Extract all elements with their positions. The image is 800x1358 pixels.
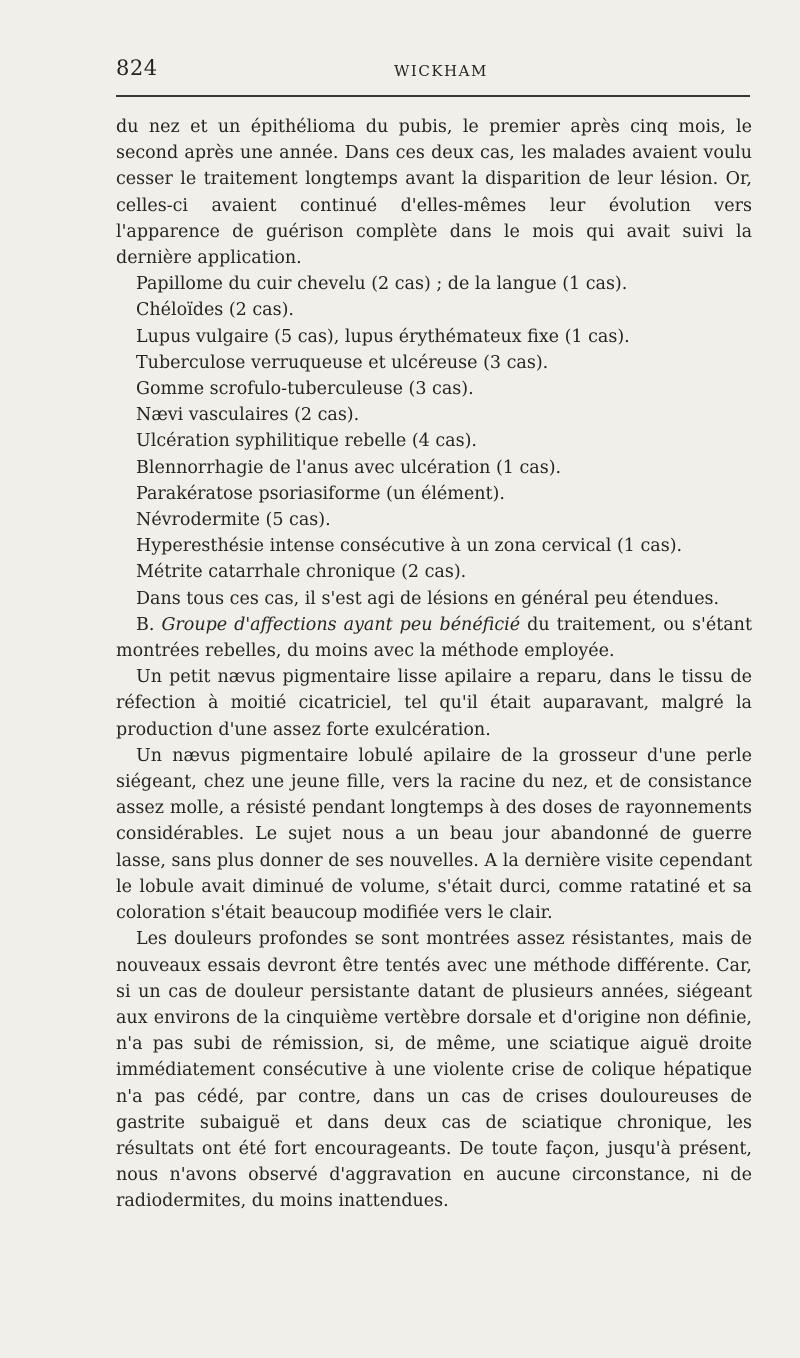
- case-list-item: Lupus vulgaire (5 cas), lupus érythémateux fixe (1 cas).: [136, 326, 630, 347]
- case-list-item: Tuberculose verruqueuse et ulcéreuse (3 cas).: [136, 352, 549, 373]
- header-rule: [116, 95, 750, 97]
- page-header: [116, 52, 750, 92]
- section-b-heading-paragraph: [116, 612, 752, 664]
- case-list-item: Hyperesthésie intense consécutive à un zona cervical (1 cas).: [136, 536, 683, 557]
- section-b-text: du traitement, ou s'étant montrées rebelles, du moins avec la méthode employée.: [116, 614, 752, 662]
- paragraph-naevus-lisse: Un petit nævus pigmentaire lisse apilaire a reparu, dans le tissu de réfection à moitié cicatriciel, tel qu'il était auparavant, malgré la production d'une assez forte exulcération.: [116, 667, 752, 740]
- section-b-title: Groupe d'affections ayant peu bénéficié: [161, 614, 521, 635]
- case-list-item: Nævi vasculaires (2 cas).: [136, 405, 360, 426]
- paragraph-continued: du nez et un épithélioma du pubis, le premier après cinq mois, le second après une année. Dans ces deux cas, les malades avaient voulu cesser le traitement longtemps avant la disparition de leur lésion. Or, celles-ci avaient continué d'elles-mêmes leur évolution vers l'apparence de guérison complète dans le mois qui avait suivi la dernière application.: [116, 117, 752, 269]
- section-b-label: B.: [136, 614, 162, 635]
- paragraph-naevus-lobule: Un nævus pigmentaire lobulé apilaire de la grosseur d'une perle siégeant, chez une jeune fille, vers la racine du nez, et de consistance assez molle, a résisté pendant longtemps à des doses de rayonnements considérables. Le sujet nous a un beau jour abandonné de guerre lasse, sans plus donner de ses nouvelles. A la dernière visite cependant le lobule avait diminué de volume, s'était durci, comme ratatiné et sa coloration s'était beaucoup modifiée vers le clair.: [116, 745, 752, 924]
- case-list-item: Chéloïdes (2 cas).: [136, 300, 294, 321]
- paragraph-douleurs: Les douleurs profondes se sont montrées assez résistantes, mais de nouveaux essais devront être tentés avec une méthode différente. Car, si un cas de douleur persistante datant de plusieurs années, siégeant aux environs de la cinquième vertèbre dorsale et d'origine non définie, n'a pas subi de rémission, si, de même, une sciatique aiguë droite immédiatement consécutive à une violente crise de colique hépatique n'a pas cédé, par contre, dans un cas de crises douloureuses de gastrite subaiguë et dans deux cas de sciatique chronique, les résultats ont été fort encourageants. De toute façon, jusqu'à présent, nous n'avons observé d'aggravation en aucune circonstance, ni de radiodermites, du moins inattendues.: [116, 929, 752, 1212]
- case-list-item: Papillome du cuir chevelu (2 cas) ; de la langue (1 cas).: [136, 274, 628, 295]
- page-number: 824: [116, 56, 158, 80]
- paragraph-summary: Dans tous ces cas, il s'est agi de lésions en général peu étendues.: [136, 588, 720, 609]
- case-list-item: Gomme scrofulo-tuberculeuse (3 cas).: [136, 379, 474, 400]
- case-list-item: Névrodermite (5 cas).: [136, 510, 331, 531]
- running-title: WICKHAM: [394, 62, 488, 80]
- case-list-item: Blennorrhagie de l'anus avec ulcération (1 cas).: [136, 457, 562, 478]
- body-text: [116, 114, 752, 1215]
- case-list-item: Métrite catarrhale chronique (2 cas).: [136, 562, 467, 583]
- case-list-item: Ulcération syphilitique rebelle (4 cas).: [136, 431, 477, 452]
- case-list-item: Parakératose psoriasiforme (un élément).: [136, 483, 505, 504]
